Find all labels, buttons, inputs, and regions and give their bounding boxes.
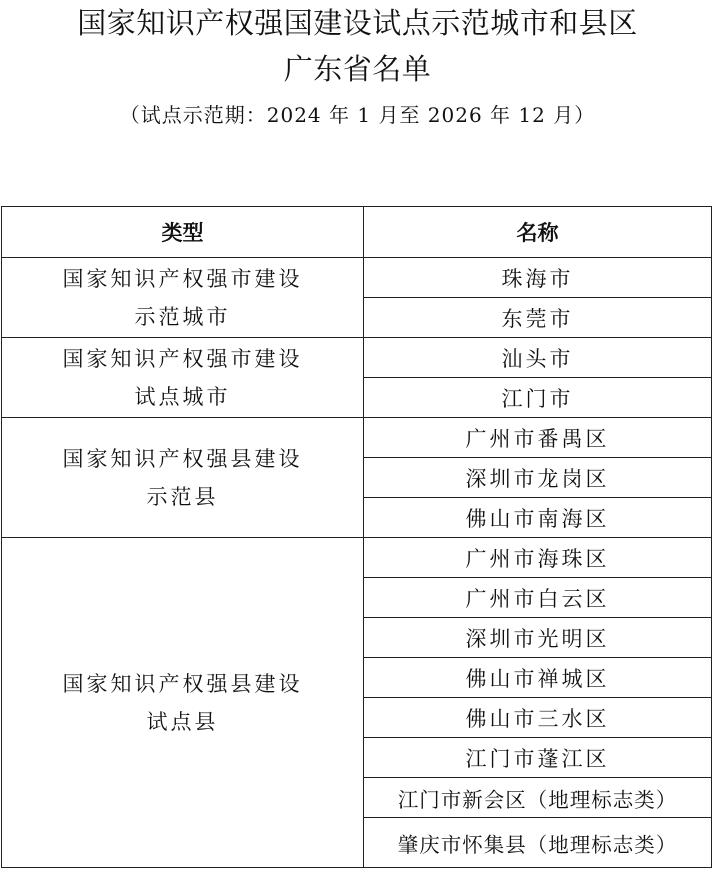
roster-table [1, 206, 712, 868]
category-line1: 国家知识产权强县建设 [62, 446, 303, 471]
column-header-name: 名称 [364, 207, 712, 258]
name-cell: 广州市番禺区 [364, 418, 712, 458]
category-line1: 国家知识产权强市建设 [62, 266, 303, 291]
name-cell: 江门市 [364, 378, 712, 418]
category-line1: 国家知识产权强县建设 [62, 671, 303, 696]
name-cell: 广州市白云区 [364, 578, 712, 618]
document-subtitle: （试点示范期：2024 年 1 月至 2026 年 12 月） [119, 103, 596, 127]
category-line2: 示范县 [146, 484, 219, 509]
table-row [2, 338, 712, 378]
table-row [2, 538, 712, 578]
table-header-row [2, 207, 712, 258]
category-cell [2, 258, 364, 338]
table-row [2, 418, 712, 458]
category-cell [2, 418, 364, 538]
category-line1: 国家知识产权强市建设 [62, 346, 303, 371]
category-line2: 示范城市 [134, 304, 231, 329]
name-cell: 东莞市 [364, 298, 712, 338]
name-cell: 江门市蓬江区 [364, 738, 712, 778]
name-cell: 汕头市 [364, 338, 712, 378]
name-cell: 佛山市南海区 [364, 498, 712, 538]
category-line2: 试点县 [146, 709, 219, 734]
category-line2: 试点城市 [134, 384, 231, 409]
name-cell: 深圳市龙岗区 [364, 458, 712, 498]
name-cell: 珠海市 [364, 258, 712, 298]
table-row [2, 258, 712, 298]
document-title-line1: 国家知识产权强国建设试点示范城市和县区 [77, 6, 638, 40]
column-header-type: 类型 [2, 207, 364, 258]
category-cell [2, 538, 364, 868]
category-cell [2, 338, 364, 418]
name-cell: 深圳市光明区 [364, 618, 712, 658]
name-cell: 广州市海珠区 [364, 538, 712, 578]
name-cell: 江门市新会区（地理标志类） [364, 778, 712, 818]
name-cell: 佛山市三水区 [364, 698, 712, 738]
document-title-line2: 广东省名单 [283, 52, 432, 86]
name-cell: 肇庆市怀集县（地理标志类） [364, 818, 712, 868]
name-cell: 佛山市禅城区 [364, 658, 712, 698]
